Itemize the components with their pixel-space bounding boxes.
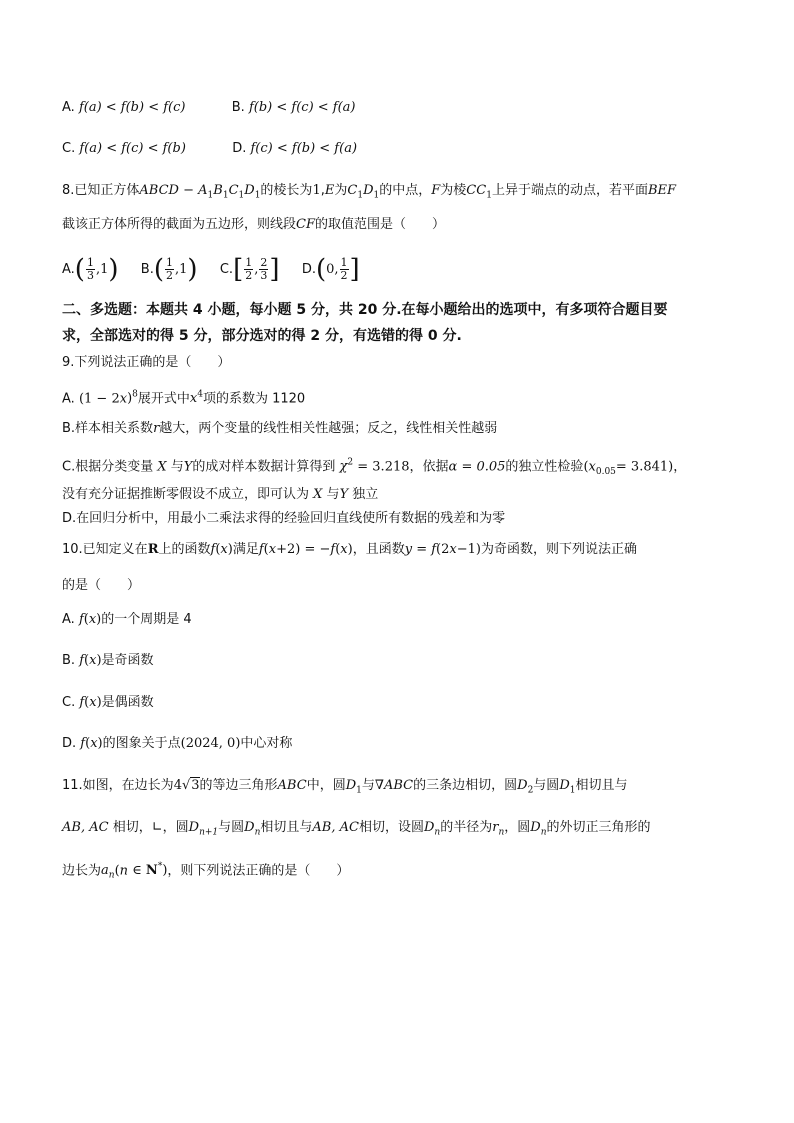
- q10-option-c[interactable]: C. f(x)是偶函数: [62, 695, 154, 710]
- q9-option-d[interactable]: D.在回归分析中，用最小二乘法求得的经验回归直线使所有数据的残差和为零: [62, 511, 506, 526]
- q7-option-a[interactable]: A. f(a) < f(b) < f(c): [62, 100, 186, 115]
- q10-option-d[interactable]: D. f(x)的图象关于点(2024, 0)中心对称: [62, 736, 293, 751]
- q9-stem: 9.下列说法正确的是（ ）: [62, 355, 231, 370]
- q10-option-b[interactable]: B. f(x)是奇函数: [62, 653, 154, 668]
- section2-heading-line-2: 求，全部选对的得 5 分，部分选对的得 2 分，有选错的得 0 分.: [62, 328, 462, 344]
- q10-option-a[interactable]: A. f(x)的一个周期是 4: [62, 612, 192, 627]
- q8-option-a[interactable]: A.( $\frac{1}{3}$ ,1): [62, 254, 119, 284]
- q11-stem-line-3: 边长为$a_n(n$ ∈ N*)，则下列说法正确的是（ ）: [62, 862, 350, 881]
- q9-option-b[interactable]: B.样本相关系数r越大，两个变量的线性相关性越强；反之，线性相关性越弱: [62, 421, 498, 436]
- q8-stem-line-2: 截该正方体所得的截面为五边形，则线段CF的取值范围是（ ）: [62, 217, 445, 232]
- q7-options-row-2: [62, 140, 357, 158]
- q8-option-b[interactable]: B.( $\frac{1}{2}$ ,1): [140, 254, 198, 284]
- q7-option-b[interactable]: B. f(b) < f(c) < f(a): [231, 100, 356, 115]
- q8-option-d[interactable]: D.(0, $\frac{1}{2}$ ]: [301, 254, 360, 284]
- q8-option-c[interactable]: C.[ $\frac{1}{2}$ , $\frac{2}{3}$ ]: [219, 254, 280, 284]
- section2-heading-line-1: 二、多选题：本题共 4 小题，每小题 5 分，共 20 分.在每小题给出的选项中，有多项符合题目要: [62, 302, 668, 318]
- q11-stem-line-2: AB, AC 相切，∟，圆$D_{n+1}$与圆$D_n$相切且与AB, AC相切，设圆$D_n$的半径为$r_n$，圆$D_n$的外切正三角形的: [62, 820, 651, 838]
- q7-option-d[interactable]: D. f(c) < f(b) < f(a): [232, 141, 358, 156]
- q9-option-a[interactable]: A. $(1 - 2x)^8$展开式中$x^4$项的系数为 1120: [62, 390, 306, 407]
- q8-options: [62, 256, 360, 282]
- q10-stem-line-2: 的是（ ）: [62, 578, 141, 593]
- q9-option-c-line-2: 没有充分证据推断零假设不成立，即可认为 X 与Y 独立: [62, 487, 379, 502]
- q10-stem-line-1: 10.已知定义在R上的函数f(x)满足f(x+2) = −f(x)，且函数y = f(2x−1)为奇函数，则下列说法正确: [62, 542, 637, 557]
- q8-stem-line-1: 8.已知正方体ABCD − $A_1B_1C_1D_1$的棱长为1,E为$C_1D_1$的中点，F为棱$CC_1$上异于端点的动点，若平面BEF: [62, 183, 677, 201]
- q7-option-c[interactable]: C. f(a) < f(c) < f(b): [62, 141, 186, 156]
- q11-stem-line-1: 11.如图，在边长为4√3的等边三角形ABC中，圆$D_1$与∇ABC的三条边相切，圆$D_2$与圆$D_1$相切且与: [62, 778, 628, 796]
- q7-options-row-1: [62, 99, 356, 117]
- q9-option-c-line-1[interactable]: C.根据分类变量 X 与Y的成对样本数据计算得到 $\chi^2 = 3.218$，依据α = 0.05的独立性检验$(x_{0.05}= 3.841)$，: [62, 458, 687, 477]
